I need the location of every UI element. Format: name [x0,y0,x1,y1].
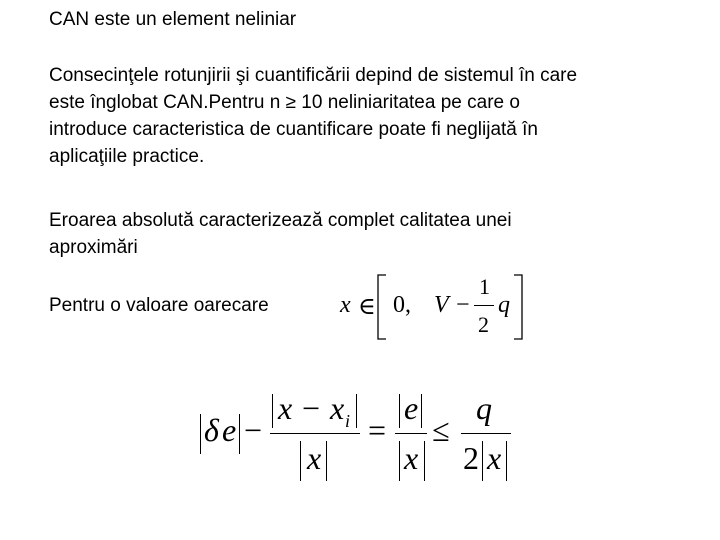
less-equal-sign: ≤ [432,412,450,448]
fraction-bar [270,433,360,434]
fraction-denominator: 2 [478,312,489,337]
quantum-q: q [498,292,510,318]
text-line: Consecinţele rotunjirii şi cuantificării depind de sistemul în care [49,65,578,86]
abs-bar [200,414,201,454]
text-line: aproximări [49,237,138,258]
equals-sign: = [368,412,387,448]
abs-bar [326,441,327,481]
abs-bar [421,394,422,428]
paragraph-consecinte [49,62,577,170]
numerator-e: e [404,390,419,426]
abs-bar [424,441,425,481]
paragraph-pentru [49,292,269,319]
interval-upper-var: V [434,292,449,318]
element-of-symbol: ∈ [358,294,376,320]
operator-minus: − [244,412,263,448]
interval-lower: 0, [393,292,411,318]
formula-var-x: x [340,292,351,318]
numerator-q: q [476,390,492,426]
fraction-numerator: 1 [479,274,490,299]
text-line: introduce caracteristica de cuantificare poate fi neglijată în [49,119,538,140]
abs-bar [506,441,507,481]
error-e: e [222,412,237,448]
text-line: aplicaţiile practice. [49,146,205,167]
abs-bar [482,441,483,481]
numerator-x: x [278,390,293,426]
slide-title [49,6,296,33]
abs-bar [272,394,273,428]
abs-bar [300,441,301,481]
abs-bar [399,441,400,481]
abs-bar [399,394,400,428]
paragraph-eroare [49,207,512,261]
left-bracket [376,274,388,340]
text-line: Pentru o valoare oarecare [49,295,269,316]
fraction-bar [395,433,427,434]
fraction-bar [474,305,494,306]
denominator-coefficient: 2 [463,440,479,476]
abs-bar [356,394,357,428]
denominator-x: x [307,440,322,476]
text-line: este înglobat CAN.Pentru n ≥ 10 neliniaritatea pe care o [49,92,520,113]
text-line: Eroarea absolută caracterizează complet calitatea unei [49,210,512,231]
denominator-x: x [404,440,419,476]
numerator-xi: x [330,390,345,426]
subscript-i: i [345,411,351,431]
minus-sign: − [456,292,470,318]
right-bracket [512,274,524,340]
delta-symbol: δ [204,412,219,448]
fraction-bar [461,433,511,434]
title-text: CAN este un element neliniar [49,9,297,30]
numerator-minus: − [302,390,321,426]
abs-bar [239,414,240,454]
denominator-x: x [487,440,502,476]
